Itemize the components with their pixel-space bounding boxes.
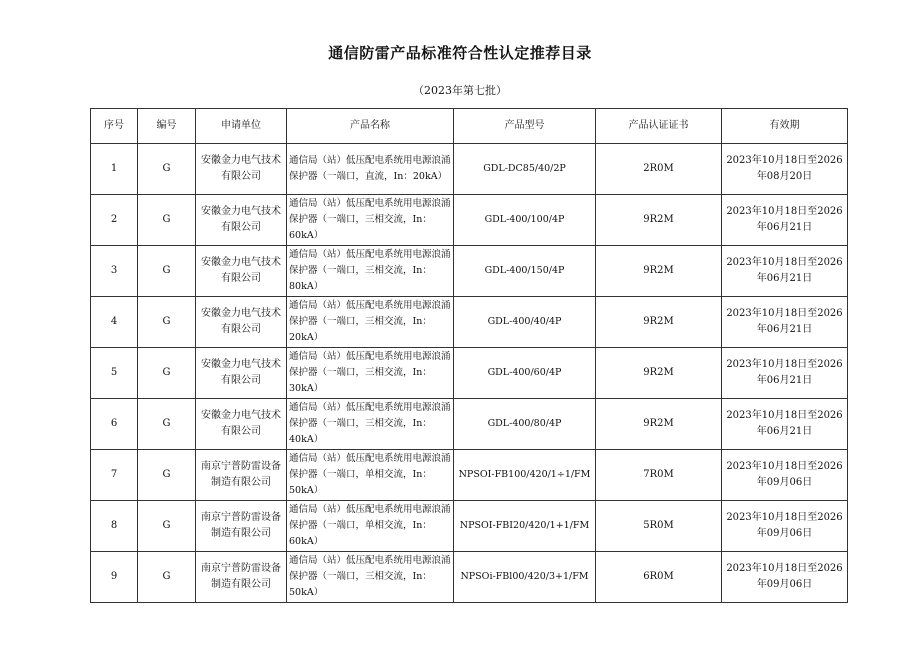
cell-product-model: GDL-400/150/4P	[454, 246, 596, 297]
cell-product-name: 通信局（站）低压配电系统用电源浪涌保护器（一端口，三相交流，In：30kA）	[287, 348, 454, 399]
cell-product-model: GDL-DC85/40/2P	[454, 144, 596, 195]
table-row	[91, 450, 848, 501]
cell-validity: 2023年10月18日至2026年09月06日	[722, 501, 848, 552]
cell-validity: 2023年10月18日至2026年08月20日	[722, 144, 848, 195]
cell-code: G	[138, 195, 196, 246]
table-row	[91, 501, 848, 552]
cell-code: G	[138, 501, 196, 552]
cell-serial: 2	[91, 195, 138, 246]
cell-serial: 1	[91, 144, 138, 195]
cell-serial: 4	[91, 297, 138, 348]
header-serial: 序号	[91, 109, 138, 144]
cell-code: G	[138, 399, 196, 450]
cell-applicant: 安徽金力电气技术有限公司	[196, 144, 287, 195]
header-applicant: 申请单位	[196, 109, 287, 144]
cell-applicant: 安徽金力电气技术有限公司	[196, 246, 287, 297]
cell-code: G	[138, 450, 196, 501]
cell-product-model: GDL-400/40/4P	[454, 297, 596, 348]
table-row	[91, 144, 848, 195]
cell-applicant: 南京宁普防雷设备制造有限公司	[196, 552, 287, 603]
cell-validity: 2023年10月18日至2026年06月21日	[722, 246, 848, 297]
cell-product-name: 通信局（站）低压配电系统用电源浪涌保护器（一端口，三相交流，In：60kA）	[287, 195, 454, 246]
cell-serial: 6	[91, 399, 138, 450]
catalog-table	[90, 108, 848, 603]
cell-product-model: NPSOI-FBI20/420/1+1/FM	[454, 501, 596, 552]
header-product-model: 产品型号	[454, 109, 596, 144]
cell-certificate: 7R0M	[596, 450, 722, 501]
cell-certificate: 9R2M	[596, 195, 722, 246]
cell-product-model: NPSOi-FBl00/420/3+1/FM	[454, 552, 596, 603]
cell-product-name: 通信局（站）低压配电系统用电源浪涌保护器（一端口，三相交流，In：20kA）	[287, 297, 454, 348]
cell-product-model: GDL-400/60/4P	[454, 348, 596, 399]
cell-validity: 2023年10月18日至2026年06月21日	[722, 195, 848, 246]
cell-product-name: 通信局（站）低压配电系统用电源浪涌保护器（一端口，单相交流，In：60kA）	[287, 501, 454, 552]
cell-applicant: 安徽金力电气技术有限公司	[196, 348, 287, 399]
table-row	[91, 246, 848, 297]
cell-serial: 8	[91, 501, 138, 552]
cell-validity: 2023年10月18日至2026年06月21日	[722, 297, 848, 348]
table-row	[91, 348, 848, 399]
cell-product-model: GDL-400/80/4P	[454, 399, 596, 450]
header-validity: 有效期	[722, 109, 848, 144]
cell-product-name: 通信局（站）低压配电系统用电源浪涌保护器（一端口，三相交流，In：50kA）	[287, 552, 454, 603]
cell-certificate: 9R2M	[596, 348, 722, 399]
table-row	[91, 399, 848, 450]
cell-product-model: GDL-400/100/4P	[454, 195, 596, 246]
cell-product-name: 通信局（站）低压配电系统用电源浪涌保护器（一端口，三相交流，In：40kA）	[287, 399, 454, 450]
cell-serial: 9	[91, 552, 138, 603]
table-row	[91, 195, 848, 246]
table-row	[91, 297, 848, 348]
cell-applicant: 南京宁普防雷设备制造有限公司	[196, 501, 287, 552]
cell-validity: 2023年10月18日至2026年06月21日	[722, 348, 848, 399]
cell-serial: 3	[91, 246, 138, 297]
table-row	[91, 552, 848, 603]
cell-applicant: 安徽金力电气技术有限公司	[196, 399, 287, 450]
header-certificate: 产品认证证书	[596, 109, 722, 144]
cell-certificate: 5R0M	[596, 501, 722, 552]
cell-certificate: 9R2M	[596, 399, 722, 450]
cell-validity: 2023年10月18日至2026年06月21日	[722, 399, 848, 450]
cell-applicant: 安徽金力电气技术有限公司	[196, 195, 287, 246]
cell-code: G	[138, 246, 196, 297]
header-code: 编号	[138, 109, 196, 144]
cell-certificate: 9R2M	[596, 246, 722, 297]
cell-applicant: 安徽金力电气技术有限公司	[196, 297, 287, 348]
cell-serial: 5	[91, 348, 138, 399]
cell-certificate: 9R2M	[596, 297, 722, 348]
cell-code: G	[138, 552, 196, 603]
cell-certificate: 2R0M	[596, 144, 722, 195]
cell-code: G	[138, 348, 196, 399]
cell-applicant: 南京宁普防雷设备制造有限公司	[196, 450, 287, 501]
cell-code: G	[138, 297, 196, 348]
cell-validity: 2023年10月18日至2026年09月06日	[722, 450, 848, 501]
cell-product-name: 通信局（站）低压配电系统用电源浪涌保护器（一端口，直流，In：20kA）	[287, 144, 454, 195]
cell-validity: 2023年10月18日至2026年09月06日	[722, 552, 848, 603]
cell-certificate: 6R0M	[596, 552, 722, 603]
cell-product-model: NPSOI-FB100/420/1÷1/FM	[454, 450, 596, 501]
header-product-name: 产品名称	[287, 109, 454, 144]
document-title: 通信防雷产品标准符合性认定推荐目录	[328, 44, 592, 62]
cell-product-name: 通信局（站）低压配电系统用电源浪涌保护器（一端口，三相交流，In：80kA）	[287, 246, 454, 297]
table-header-row	[91, 109, 848, 144]
cell-serial: 7	[91, 450, 138, 501]
document-subtitle: （2023年第七批）	[413, 84, 507, 97]
cell-product-name: 通信局（站）低压配电系统用电源浪涌保护器（一端口，单相交流，In：50kA）	[287, 450, 454, 501]
cell-code: G	[138, 144, 196, 195]
